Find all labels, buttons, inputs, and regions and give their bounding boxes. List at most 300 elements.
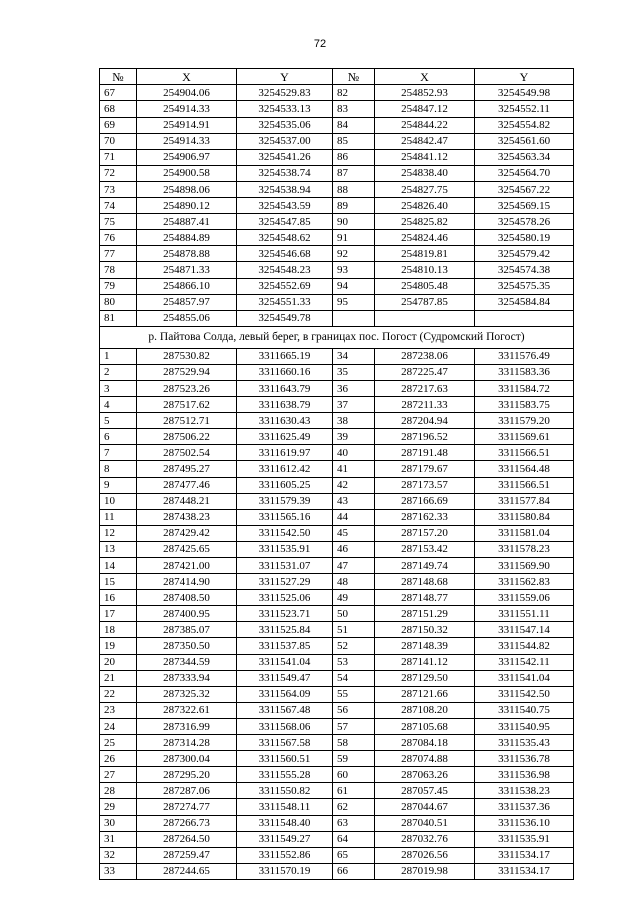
section-title-row — [100, 326, 574, 348]
table-cell: 10 — [100, 493, 137, 509]
table-cell: 28 — [100, 783, 137, 799]
table-cell: 287157.20 — [375, 525, 475, 541]
table-cell: 45 — [333, 525, 375, 541]
table-cell: 3311527.29 — [237, 574, 333, 590]
table-row — [100, 509, 574, 525]
table-cell: 75 — [100, 214, 137, 230]
table-cell: 287032.76 — [375, 831, 475, 847]
table-cell: 3311536.10 — [475, 815, 574, 831]
table-cell: 79 — [100, 278, 137, 294]
table-cell: 287385.07 — [137, 622, 237, 638]
table-cell: 53 — [333, 654, 375, 670]
table-cell: 3254554.82 — [475, 117, 574, 133]
table-cell: 62 — [333, 799, 375, 815]
table-row — [100, 348, 574, 364]
table-cell: 88 — [333, 181, 375, 197]
table-cell: 3311562.83 — [475, 574, 574, 590]
table-cell: 82 — [333, 85, 375, 101]
table-row — [100, 445, 574, 461]
table-cell: 3254549.78 — [237, 310, 333, 326]
table-cell: 287196.52 — [375, 429, 475, 445]
table-cell: 38 — [333, 413, 375, 429]
table-cell: 287244.65 — [137, 863, 237, 879]
table-cell: 254898.06 — [137, 181, 237, 197]
table-cell: 287259.47 — [137, 847, 237, 863]
table-cell: 3311568.06 — [237, 718, 333, 734]
table-cell: 287295.20 — [137, 767, 237, 783]
table-cell: 3254584.84 — [475, 294, 574, 310]
table-cell: 3311643.79 — [237, 380, 333, 396]
table-row — [100, 477, 574, 493]
table-cell: 3311542.11 — [475, 654, 574, 670]
table-cell: 254887.41 — [137, 214, 237, 230]
table-cell: 287316.99 — [137, 718, 237, 734]
table-row — [100, 638, 574, 654]
table-cell: 287173.57 — [375, 477, 475, 493]
table-cell: 46 — [333, 541, 375, 557]
table-cell: 287129.50 — [375, 670, 475, 686]
table-cell: 90 — [333, 214, 375, 230]
table-cell: 76 — [100, 230, 137, 246]
table-cell: 287204.94 — [375, 413, 475, 429]
table-cell: 3311537.85 — [237, 638, 333, 654]
table-cell: 287179.67 — [375, 461, 475, 477]
table-cell: 287108.20 — [375, 702, 475, 718]
table-cell: 3311625.49 — [237, 429, 333, 445]
table-row — [100, 149, 574, 165]
table-cell: 8 — [100, 461, 137, 477]
table-cell: 287150.32 — [375, 622, 475, 638]
table-cell: 94 — [333, 278, 375, 294]
table-cell: 18 — [100, 622, 137, 638]
table-cell: 3311541.04 — [475, 670, 574, 686]
table-cell: 254824.46 — [375, 230, 475, 246]
table-row — [100, 230, 574, 246]
table-cell: 287506.22 — [137, 429, 237, 445]
table-cell: 3311567.58 — [237, 735, 333, 751]
table-row — [100, 525, 574, 541]
table-cell: 72 — [100, 165, 137, 181]
table-cell: 3311535.91 — [475, 831, 574, 847]
table-cell: 59 — [333, 751, 375, 767]
table-cell: 47 — [333, 558, 375, 574]
table-cell: 6 — [100, 429, 137, 445]
table-cell: 254852.93 — [375, 85, 475, 101]
table-cell: 287191.48 — [375, 445, 475, 461]
table-cell: 3311576.49 — [475, 348, 574, 364]
table-cell: 287429.42 — [137, 525, 237, 541]
table-cell: 86 — [333, 149, 375, 165]
table-cell: 287408.50 — [137, 590, 237, 606]
table-row — [100, 815, 574, 831]
table-cell: 287266.73 — [137, 815, 237, 831]
table-cell: 65 — [333, 847, 375, 863]
table-cell: 254819.81 — [375, 246, 475, 262]
column-header: X — [375, 69, 475, 85]
table-cell: 254805.48 — [375, 278, 475, 294]
table-cell: 54 — [333, 670, 375, 686]
table-cell: 83 — [333, 101, 375, 117]
table-cell: 3254547.85 — [237, 214, 333, 230]
table-cell: 36 — [333, 380, 375, 396]
table-cell: 29 — [100, 799, 137, 815]
table-row — [100, 558, 574, 574]
table-cell: 84 — [333, 117, 375, 133]
table-cell: 3254569.15 — [475, 198, 574, 214]
table-cell: 287264.50 — [137, 831, 237, 847]
table-cell: 287477.46 — [137, 477, 237, 493]
table-cell: 3311525.06 — [237, 590, 333, 606]
table-cell: 77 — [100, 246, 137, 262]
table-cell: 42 — [333, 477, 375, 493]
table-cell: 64 — [333, 831, 375, 847]
table-cell: 3311660.16 — [237, 364, 333, 380]
table-cell: 61 — [333, 783, 375, 799]
table-cell: 3311619.97 — [237, 445, 333, 461]
table-row — [100, 863, 574, 879]
table-cell: 287084.18 — [375, 735, 475, 751]
table-cell: 3311583.75 — [475, 397, 574, 413]
column-header: Y — [237, 69, 333, 85]
table-cell: 3254575.35 — [475, 278, 574, 294]
table-row — [100, 294, 574, 310]
table-row — [100, 783, 574, 799]
table-cell: 287333.94 — [137, 670, 237, 686]
table-cell: 78 — [100, 262, 137, 278]
table-cell: 44 — [333, 509, 375, 525]
table-cell: 41 — [333, 461, 375, 477]
table-row — [100, 767, 574, 783]
table-cell: 287512.71 — [137, 413, 237, 429]
table-cell: 3311531.07 — [237, 558, 333, 574]
coordinates-table — [99, 68, 574, 880]
table-cell: 287238.06 — [375, 348, 475, 364]
table-row — [100, 654, 574, 670]
table-cell: 34 — [333, 348, 375, 364]
table-row — [100, 214, 574, 230]
table-cell: 287153.42 — [375, 541, 475, 557]
table-cell: 254884.89 — [137, 230, 237, 246]
table-cell: 3254546.68 — [237, 246, 333, 262]
table-cell: 287300.04 — [137, 751, 237, 767]
header-row — [100, 69, 574, 85]
table-cell: 254914.33 — [137, 101, 237, 117]
table-cell: 3311549.47 — [237, 670, 333, 686]
table-cell: 287063.26 — [375, 767, 475, 783]
table-cell: 287344.59 — [137, 654, 237, 670]
table-cell: 3254561.60 — [475, 133, 574, 149]
table-cell: 254871.33 — [137, 262, 237, 278]
table-cell: 37 — [333, 397, 375, 413]
table-cell: 11 — [100, 509, 137, 525]
table-cell: 2 — [100, 364, 137, 380]
table-cell: 66 — [333, 863, 375, 879]
table-cell: 287287.06 — [137, 783, 237, 799]
table-cell: 287148.39 — [375, 638, 475, 654]
table-cell: 3311544.82 — [475, 638, 574, 654]
table-row — [100, 847, 574, 863]
table-cell: 3254543.59 — [237, 198, 333, 214]
table-cell: 3311566.51 — [475, 445, 574, 461]
table-cell: 287121.66 — [375, 686, 475, 702]
table-cell: 254842.47 — [375, 133, 475, 149]
table-row — [100, 397, 574, 413]
table-cell: 12 — [100, 525, 137, 541]
table-cell: 287149.74 — [375, 558, 475, 574]
table-cell: 3311536.98 — [475, 767, 574, 783]
table-row — [100, 133, 574, 149]
table-cell: 81 — [100, 310, 137, 326]
column-header: X — [137, 69, 237, 85]
table-cell: 51 — [333, 622, 375, 638]
table-cell: 3311536.78 — [475, 751, 574, 767]
table-cell: 254900.58 — [137, 165, 237, 181]
table-cell: 67 — [100, 85, 137, 101]
table-cell: 55 — [333, 686, 375, 702]
table-cell: 5 — [100, 413, 137, 429]
table-cell: 80 — [100, 294, 137, 310]
table-cell: 287019.98 — [375, 863, 475, 879]
table-cell: 40 — [333, 445, 375, 461]
section-title: р. Пайтова Солда, левый берег, в границах пос. Погост (Судромский Погост) — [100, 326, 574, 348]
table-cell: 1 — [100, 348, 137, 364]
table-cell: 39 — [333, 429, 375, 445]
table-row — [100, 380, 574, 396]
table-cell: 287517.62 — [137, 397, 237, 413]
table-cell: 3311537.36 — [475, 799, 574, 815]
table-cell: 3254535.06 — [237, 117, 333, 133]
table-cell: 3254579.42 — [475, 246, 574, 262]
table-cell: 287438.23 — [137, 509, 237, 525]
table-cell: 3311564.48 — [475, 461, 574, 477]
table-cell: 287421.00 — [137, 558, 237, 574]
table-row — [100, 246, 574, 262]
table-cell: 3311569.90 — [475, 558, 574, 574]
table-cell: 254904.06 — [137, 85, 237, 101]
table-cell: 4 — [100, 397, 137, 413]
table-cell: 287044.67 — [375, 799, 475, 815]
table-cell: 26 — [100, 751, 137, 767]
table-cell: 3311638.79 — [237, 397, 333, 413]
table-row — [100, 541, 574, 557]
table-cell: 3 — [100, 380, 137, 396]
table-cell: 93 — [333, 262, 375, 278]
table-cell: 287166.69 — [375, 493, 475, 509]
table-cell: 3311579.20 — [475, 413, 574, 429]
table-cell: 3254549.98 — [475, 85, 574, 101]
column-header: Y — [475, 69, 574, 85]
table-cell: 287225.47 — [375, 364, 475, 380]
table-cell: 3311535.43 — [475, 735, 574, 751]
table-row — [100, 831, 574, 847]
table-cell: 287217.63 — [375, 380, 475, 396]
table-row — [100, 622, 574, 638]
table-cell: 3311525.84 — [237, 622, 333, 638]
table-cell: 22 — [100, 686, 137, 702]
table-cell: 287151.29 — [375, 606, 475, 622]
table-cell: 9 — [100, 477, 137, 493]
table-cell: 3311560.51 — [237, 751, 333, 767]
table-cell: 254841.12 — [375, 149, 475, 165]
table-cell: 3311580.84 — [475, 509, 574, 525]
table-cell: 60 — [333, 767, 375, 783]
table-cell: 7 — [100, 445, 137, 461]
table-cell: 56 — [333, 702, 375, 718]
table-row — [100, 165, 574, 181]
table-cell: 3311552.86 — [237, 847, 333, 863]
table-cell: 3311570.19 — [237, 863, 333, 879]
table-cell: 254890.12 — [137, 198, 237, 214]
table-cell: 287274.77 — [137, 799, 237, 815]
table-cell: 32 — [100, 847, 137, 863]
table-cell: 3311581.04 — [475, 525, 574, 541]
table-cell: 71 — [100, 149, 137, 165]
table-cell: 254906.97 — [137, 149, 237, 165]
table-cell: 3311565.16 — [237, 509, 333, 525]
table-cell: 254914.33 — [137, 133, 237, 149]
table-cell: 287141.12 — [375, 654, 475, 670]
table-cell: 3311547.14 — [475, 622, 574, 638]
table-cell: 3311540.95 — [475, 718, 574, 734]
table-row — [100, 262, 574, 278]
table-row — [100, 429, 574, 445]
table-cell: 57 — [333, 718, 375, 734]
table-cell: 16 — [100, 590, 137, 606]
table-row — [100, 606, 574, 622]
table-cell: 73 — [100, 181, 137, 197]
table-cell: 92 — [333, 246, 375, 262]
table-cell: 3254578.26 — [475, 214, 574, 230]
table-cell: 21 — [100, 670, 137, 686]
table-cell: 3311548.11 — [237, 799, 333, 815]
table-cell: 287314.28 — [137, 735, 237, 751]
table-cell: 3311523.71 — [237, 606, 333, 622]
table-cell: 3311577.84 — [475, 493, 574, 509]
table-cell: 68 — [100, 101, 137, 117]
table-cell: 48 — [333, 574, 375, 590]
table-cell: 287495.27 — [137, 461, 237, 477]
table-cell: 287529.94 — [137, 364, 237, 380]
table-cell: 254844.22 — [375, 117, 475, 133]
table-cell: 87 — [333, 165, 375, 181]
table-cell: 30 — [100, 815, 137, 831]
table-cell: 15 — [100, 574, 137, 590]
table-row — [100, 493, 574, 509]
table-cell: 3311542.50 — [475, 686, 574, 702]
table-cell: 287322.61 — [137, 702, 237, 718]
table-cell: 3311555.28 — [237, 767, 333, 783]
table-cell: 287105.68 — [375, 718, 475, 734]
table-cell: 35 — [333, 364, 375, 380]
table-cell: 58 — [333, 735, 375, 751]
table-cell: 3311566.51 — [475, 477, 574, 493]
table-cell: 254855.06 — [137, 310, 237, 326]
table-cell: 3311535.91 — [237, 541, 333, 557]
table-cell: 3254563.34 — [475, 149, 574, 165]
table-cell: 3311605.25 — [237, 477, 333, 493]
table-cell: 3311551.11 — [475, 606, 574, 622]
table-cell: 254838.40 — [375, 165, 475, 181]
table-cell: 3254537.00 — [237, 133, 333, 149]
table-cell: 3311538.23 — [475, 783, 574, 799]
table-cell: 3311549.27 — [237, 831, 333, 847]
table-cell: 3311579.39 — [237, 493, 333, 509]
table-cell — [475, 310, 574, 326]
table-cell: 287057.45 — [375, 783, 475, 799]
table-row — [100, 85, 574, 101]
table-cell: 287350.50 — [137, 638, 237, 654]
table-cell: 91 — [333, 230, 375, 246]
table-row — [100, 278, 574, 294]
table-cell: 17 — [100, 606, 137, 622]
table-cell: 3254529.83 — [237, 85, 333, 101]
table-cell: 3254552.11 — [475, 101, 574, 117]
table-cell: 50 — [333, 606, 375, 622]
table-row — [100, 101, 574, 117]
section2-rows — [100, 348, 574, 879]
table-row — [100, 117, 574, 133]
table-cell: 3254567.22 — [475, 181, 574, 197]
table-row — [100, 751, 574, 767]
table-cell: 70 — [100, 133, 137, 149]
table-cell: 254878.88 — [137, 246, 237, 262]
table-row — [100, 198, 574, 214]
table-cell: 287148.68 — [375, 574, 475, 590]
table-cell: 3254551.33 — [237, 294, 333, 310]
table-cell: 20 — [100, 654, 137, 670]
table-cell: 254825.82 — [375, 214, 475, 230]
table-cell: 287074.88 — [375, 751, 475, 767]
table-cell: 3311665.19 — [237, 348, 333, 364]
table-cell: 254866.10 — [137, 278, 237, 294]
table-cell: 33 — [100, 863, 137, 879]
table-cell: 3254552.69 — [237, 278, 333, 294]
table-cell: 287148.77 — [375, 590, 475, 606]
table-row — [100, 461, 574, 477]
table-cell: 3311612.42 — [237, 461, 333, 477]
section1-rows — [100, 85, 574, 326]
table-cell: 3311630.43 — [237, 413, 333, 429]
table-cell: 254914.91 — [137, 117, 237, 133]
table-cell: 24 — [100, 718, 137, 734]
table-row — [100, 574, 574, 590]
column-header: № — [333, 69, 375, 85]
table-cell: 287040.51 — [375, 815, 475, 831]
table-cell: 287502.54 — [137, 445, 237, 461]
table-cell: 3254541.26 — [237, 149, 333, 165]
table-cell — [333, 310, 375, 326]
table-cell: 3254538.74 — [237, 165, 333, 181]
table-cell: 3311541.04 — [237, 654, 333, 670]
table-cell: 95 — [333, 294, 375, 310]
page-number: 72 — [313, 38, 327, 50]
table-cell: 3311584.72 — [475, 380, 574, 396]
table-row — [100, 181, 574, 197]
table-cell: 49 — [333, 590, 375, 606]
table-cell: 254810.13 — [375, 262, 475, 278]
table-cell: 85 — [333, 133, 375, 149]
table-cell: 3254548.62 — [237, 230, 333, 246]
table-cell: 3311540.75 — [475, 702, 574, 718]
table-row — [100, 590, 574, 606]
table-cell: 3254538.94 — [237, 181, 333, 197]
table-cell: 43 — [333, 493, 375, 509]
table-cell: 287530.82 — [137, 348, 237, 364]
table-cell: 254827.75 — [375, 181, 475, 197]
table-cell: 3311569.61 — [475, 429, 574, 445]
table-cell: 287162.33 — [375, 509, 475, 525]
table-cell: 254857.97 — [137, 294, 237, 310]
